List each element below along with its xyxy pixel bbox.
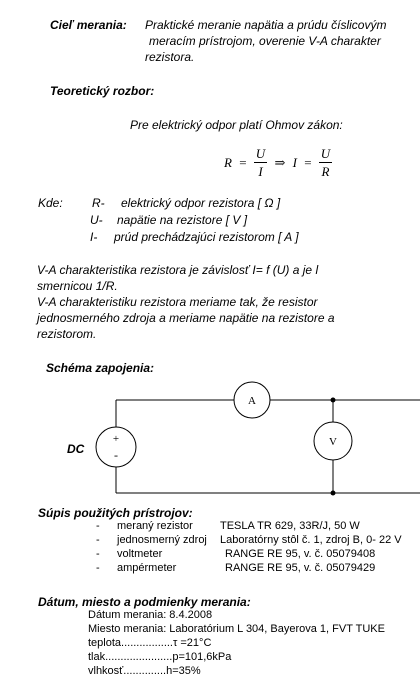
formula-r: R <box>224 154 232 170</box>
formula-denominator-r: R <box>321 164 330 179</box>
ammeter-label: A <box>248 395 256 407</box>
definition-r-text: elektrický odpor rezistora [ Ω ] <box>121 196 281 210</box>
instrument-bullet: - <box>96 562 100 574</box>
instrument-name-dc-source: jednosmerný zdroj <box>117 534 207 546</box>
measurement-pressure: tlak......................p=101,6kPa <box>88 651 232 663</box>
ohm-law-formula <box>222 145 334 180</box>
voltmeter-label: V <box>329 436 337 448</box>
instrument-name-resistor: meraný rezistor <box>117 520 193 532</box>
theory-heading: Teoretický rozbor: <box>50 84 155 98</box>
measurement-humidity: vlhkosť..............h=35% <box>88 665 201 677</box>
formula-fraction-u-over-r <box>319 145 332 180</box>
formula-i: I <box>292 154 297 170</box>
conditions-heading: Dátum, miesto a podmienky merania: <box>38 595 251 609</box>
goal-text-line3: rezistora. <box>145 50 195 64</box>
formula-denominator-i: I <box>258 164 263 179</box>
where-label: Kde: <box>38 196 63 210</box>
definition-u-text: napätie na rezistore [ V ] <box>117 213 248 227</box>
measurement-place: Miesto merania: Laboratórium L 304, Bayerova 1, FVT TUKE <box>88 623 385 635</box>
instrument-spec-voltmeter: RANGE RE 95, v. č. 05079408 <box>225 548 376 560</box>
goal-text-line1: Praktické meranie napätia a prúdu číslicovým <box>145 18 387 32</box>
instrument-bullet: - <box>96 534 100 546</box>
instrument-bullet: - <box>96 548 100 560</box>
ohm-law-intro: Pre elektrický odpor platí Ohmov zákon: <box>130 118 343 132</box>
formula-fraction-u-over-i <box>254 145 267 180</box>
formula-numerator-u: U <box>255 146 266 161</box>
va-paragraph-2-line2: jednosmerného zdroja a meriame napätie na rezistore a <box>37 311 335 325</box>
source-plus-sign: + <box>112 433 120 445</box>
formula-implies: ⇒ <box>274 154 286 170</box>
goal-label: Cieľ merania: <box>50 18 127 32</box>
source-minus-sign: - <box>114 448 118 462</box>
dc-source-label: DC <box>67 442 85 456</box>
instrument-spec-resistor: TESLA TR 629, 33R/J, 50 W <box>220 520 360 532</box>
circuit-diagram <box>0 375 420 500</box>
measurement-temperature: teplota.................τ =21°C <box>88 637 212 649</box>
instruments-heading: Súpis použitých prístrojov: <box>38 506 193 520</box>
measurement-date: Dátum merania: 8.4.2008 <box>88 609 213 621</box>
va-paragraph-1-line1: V-A charakteristika rezistora je závislosť I= f (U) a je l <box>37 263 319 277</box>
instrument-spec-ammeter: RANGE RE 95, v. č. 05079429 <box>225 562 376 574</box>
instrument-name-ammeter: ampérmeter <box>117 562 177 574</box>
instrument-spec-dc-source: Laboratórny stôl č. 1, zdroj B, 0- 22 V <box>220 534 402 546</box>
goal-text-line2: meracím prístrojom, overenie V-A charakter <box>149 34 381 48</box>
junction-dot-bottom <box>331 491 336 496</box>
va-paragraph-2-line3: rezistorom. <box>37 327 97 341</box>
instrument-name-voltmeter: voltmeter <box>117 548 163 560</box>
definition-u-symbol: U- <box>90 213 103 227</box>
junction-dot-top <box>331 398 336 403</box>
definition-i-text: prúd prechádzajúci rezistorom [ A ] <box>114 230 299 244</box>
instrument-bullet: - <box>96 520 100 532</box>
definition-r-symbol: R- <box>92 196 105 210</box>
schema-heading: Schéma zapojenia: <box>46 361 155 375</box>
formula-equals-2: = <box>304 154 312 170</box>
formula-equals: = <box>239 154 247 170</box>
va-paragraph-2-line1: V-A charakteristiku rezistora meriame tak, že resistor <box>37 295 318 309</box>
definition-i-symbol: I- <box>90 230 98 244</box>
va-paragraph-1-line2: smernicou 1/R. <box>37 279 118 293</box>
formula-numerator-u-2: U <box>320 146 331 161</box>
